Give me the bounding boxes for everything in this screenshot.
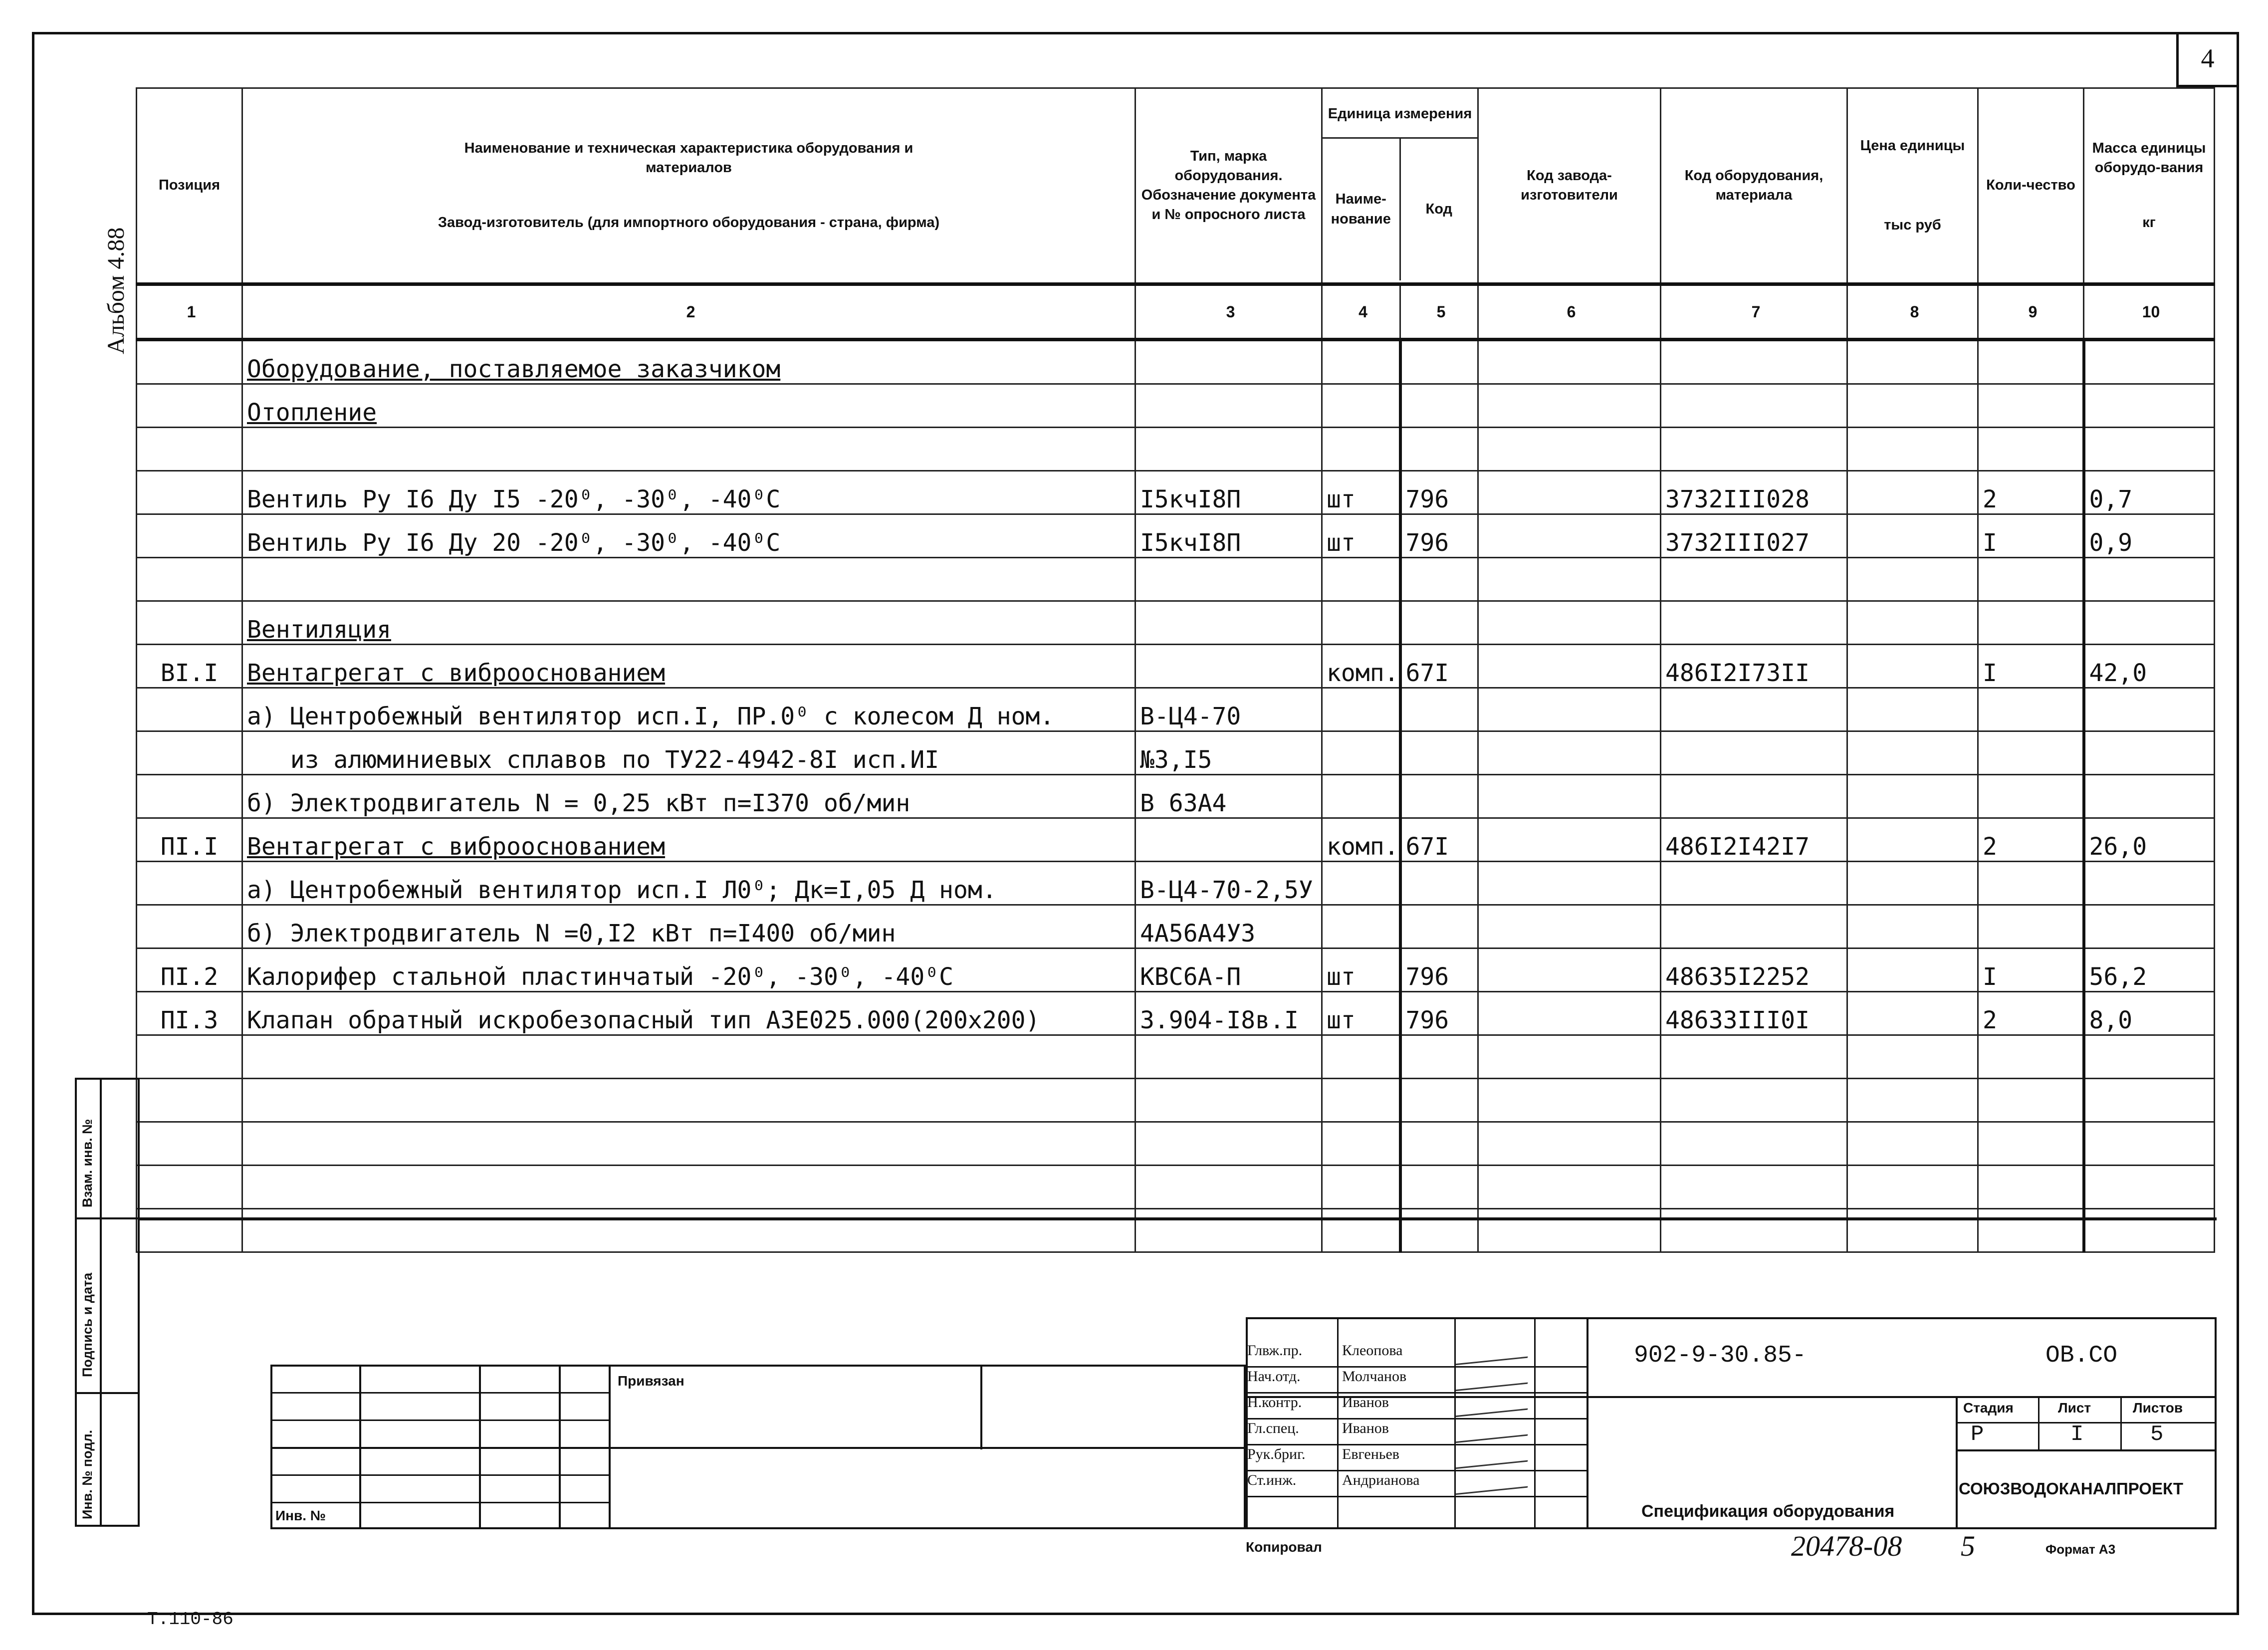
cell-name: Вентагрегат с виброоснованием xyxy=(242,645,1135,688)
cell-type xyxy=(1135,384,1322,428)
format-label: Формат А3 xyxy=(2045,1542,2116,1557)
organization-name: СОЮЗВОДОКАНАЛПРОЕКТ xyxy=(1959,1479,2184,1498)
stage-value: Р xyxy=(1971,1422,1984,1447)
cell-price xyxy=(1847,471,1978,514)
privyazan-label: Привязан xyxy=(618,1373,684,1389)
cell-mass xyxy=(2084,1079,2215,1122)
header-plant-code: Код завода-изготовители xyxy=(1478,88,1661,284)
table-row xyxy=(137,862,2215,905)
cell-pos xyxy=(137,905,242,948)
cell-pos xyxy=(137,1079,242,1122)
stage-label: Стадия xyxy=(1963,1400,2014,1415)
cell-plant xyxy=(1478,731,1661,775)
cell-name: Вентиль Ру I6 Ду 20 -20⁰, -30⁰, -40⁰С xyxy=(242,514,1135,558)
cell-mass xyxy=(2084,428,2215,471)
cell-code xyxy=(1400,1209,1478,1252)
cell-price xyxy=(1847,428,1978,471)
table-row xyxy=(137,1122,2215,1166)
cell-price xyxy=(1847,1079,1978,1122)
cell-mass: 56,2 xyxy=(2084,948,2215,992)
table-row xyxy=(137,992,2215,1035)
cell-pos: ПI.3 xyxy=(137,992,242,1035)
cell-unit xyxy=(1322,1079,1400,1122)
cell-mass xyxy=(2084,905,2215,948)
cell-code xyxy=(1400,428,1478,471)
cell-pos xyxy=(137,862,242,905)
table-row xyxy=(137,428,2215,471)
cell-mat xyxy=(1661,1035,1847,1079)
stamp-row-line xyxy=(1246,1418,1587,1419)
archive-sheet: 5 xyxy=(1961,1530,1975,1562)
cell-unit xyxy=(1322,1035,1400,1079)
cell-mat xyxy=(1661,775,1847,818)
cell-price xyxy=(1847,1035,1978,1079)
cell-code xyxy=(1400,688,1478,731)
table-row xyxy=(137,1209,2215,1252)
cell-unit xyxy=(1322,905,1400,948)
cell-price xyxy=(1847,1166,1978,1209)
header-material-code: Код оборудования, материала xyxy=(1661,88,1847,284)
cell-plant xyxy=(1478,384,1661,428)
cell-qty xyxy=(1978,340,2084,384)
sheet-label: Лист xyxy=(2058,1400,2091,1415)
cell-qty xyxy=(1978,731,2084,775)
cell-type: 3.904-I8в.I xyxy=(1135,992,1322,1035)
cell-qty: I xyxy=(1978,948,2084,992)
cell-mat: 3732III028 xyxy=(1661,471,1847,514)
cell-code xyxy=(1400,558,1478,601)
cell-plant xyxy=(1478,340,1661,384)
cell-price xyxy=(1847,1122,1978,1166)
cell-plant xyxy=(1478,645,1661,688)
cell-name: Клапан обратный искробезопасный тип АЗЕ025.000(200х200) xyxy=(242,992,1135,1035)
cell-type: В 63А4 xyxy=(1135,775,1322,818)
cell-mass: 26,0 xyxy=(2084,818,2215,862)
cell-mat xyxy=(1661,1079,1847,1122)
table-row xyxy=(137,731,2215,775)
cell-name xyxy=(242,428,1135,471)
cell-pos xyxy=(137,731,242,775)
cell-price xyxy=(1847,558,1978,601)
side-label-podp: Подпись и дата xyxy=(80,1272,95,1377)
cell-mat xyxy=(1661,1166,1847,1209)
cell-name: из алюминиевых сплавов по ТУ22-4942-8I исп.ИI xyxy=(242,731,1135,775)
cell-type: 4А56А4У3 xyxy=(1135,905,1322,948)
cell-code xyxy=(1400,601,1478,645)
cell-qty: 2 xyxy=(1978,471,2084,514)
cell-mass xyxy=(2084,862,2215,905)
cell-price xyxy=(1847,601,1978,645)
table-row xyxy=(137,688,2215,731)
table-row xyxy=(137,645,2215,688)
cell-mat xyxy=(1661,688,1847,731)
page-number: 4 xyxy=(2176,32,2237,87)
cell-code: 67I xyxy=(1400,645,1478,688)
cell-qty xyxy=(1978,862,2084,905)
cell-mass xyxy=(2084,601,2215,645)
stamp-row-line xyxy=(1246,1470,1587,1471)
cell-type xyxy=(1135,428,1322,471)
cell-mat xyxy=(1661,731,1847,775)
cell-qty xyxy=(1978,558,2084,601)
cell-mass xyxy=(2084,1209,2215,1252)
cell-pos xyxy=(137,688,242,731)
table-row xyxy=(137,558,2215,601)
sheet-value: I xyxy=(2070,1422,2084,1447)
cell-qty: 2 xyxy=(1978,818,2084,862)
inv-label: Инв. № xyxy=(275,1508,326,1523)
cell-mass xyxy=(2084,558,2215,601)
cell-plant xyxy=(1478,1166,1661,1209)
cell-pos xyxy=(137,1209,242,1252)
sheets-value: 5 xyxy=(2150,1422,2164,1447)
cell-qty xyxy=(1978,688,2084,731)
stamp-row-line xyxy=(1246,1496,1587,1497)
cell-pos xyxy=(137,1166,242,1209)
cell-name xyxy=(242,1035,1135,1079)
header-name: Наименование и техническая характеристика оборудования и материалов Завод-изготовитель (для импортного оборудования - страна, фирма) xyxy=(242,88,1135,284)
document-suffix: ОВ.СО xyxy=(2045,1342,2118,1369)
cell-mass xyxy=(2084,1166,2215,1209)
cell-name xyxy=(242,1079,1135,1122)
cell-mat xyxy=(1661,558,1847,601)
cell-qty xyxy=(1978,601,2084,645)
stamp-role: Н.контр. xyxy=(1247,1394,1302,1411)
cell-name xyxy=(242,558,1135,601)
cell-pos: ПI.2 xyxy=(137,948,242,992)
header-row xyxy=(137,88,2215,284)
cell-plant xyxy=(1478,558,1661,601)
cell-pos xyxy=(137,471,242,514)
cell-name: Вентагрегат с виброоснованием xyxy=(242,818,1135,862)
cell-mat: 486I2I73II xyxy=(1661,645,1847,688)
cell-code xyxy=(1400,775,1478,818)
table-row xyxy=(137,471,2215,514)
cell-code: 796 xyxy=(1400,948,1478,992)
cell-price xyxy=(1847,384,1978,428)
cell-unit xyxy=(1322,384,1400,428)
cell-mass xyxy=(2084,688,2215,731)
table-row xyxy=(137,1035,2215,1079)
document-title: Спецификация оборудования xyxy=(1641,1502,1895,1521)
cell-code: 67I xyxy=(1400,818,1478,862)
stamp-role: Глвж.пр. xyxy=(1247,1342,1303,1359)
cell-type: В-Ц4-70 xyxy=(1135,688,1322,731)
column-number-row: 1 2 3 4 5 6 7 8 9 10 xyxy=(137,284,2215,340)
cell-mat xyxy=(1661,340,1847,384)
cell-code xyxy=(1400,862,1478,905)
cell-name: Калорифер стальной пластинчатый -20⁰, -30⁰, -40⁰С xyxy=(242,948,1135,992)
cell-plant xyxy=(1478,1122,1661,1166)
cell-mass xyxy=(2084,775,2215,818)
table-row xyxy=(137,340,2215,384)
cell-unit xyxy=(1322,1166,1400,1209)
cell-qty xyxy=(1978,1209,2084,1252)
cell-mass: 0,7 xyxy=(2084,471,2215,514)
cell-type: I5кчI8П xyxy=(1135,514,1322,558)
cell-unit: шт xyxy=(1322,948,1400,992)
form-number: Т.110-86 xyxy=(147,1609,233,1630)
cell-mat xyxy=(1661,1122,1847,1166)
cell-pos: ПI.I xyxy=(137,818,242,862)
cell-qty xyxy=(1978,775,2084,818)
cell-plant xyxy=(1478,775,1661,818)
cell-mass: 42,0 xyxy=(2084,645,2215,688)
cell-plant xyxy=(1478,1209,1661,1252)
table-row xyxy=(137,1166,2215,1209)
cell-price xyxy=(1847,775,1978,818)
cell-plant xyxy=(1478,905,1661,948)
cell-mat: 48633III0I xyxy=(1661,992,1847,1035)
cell-qty xyxy=(1978,1079,2084,1122)
cell-code xyxy=(1400,384,1478,428)
cell-pos: BI.I xyxy=(137,645,242,688)
cell-name: Отопление xyxy=(242,384,1135,428)
cell-type xyxy=(1135,1079,1322,1122)
stamp-person: Иванов xyxy=(1342,1420,1389,1436)
cell-name: а) Центробежный вентилятор исп.I Л0⁰; Дк=I,05 Д ном. xyxy=(242,862,1135,905)
cell-mass: 0,9 xyxy=(2084,514,2215,558)
stamp-person: Андрианова xyxy=(1342,1472,1420,1488)
cell-unit xyxy=(1322,731,1400,775)
cell-plant xyxy=(1478,948,1661,992)
cell-plant xyxy=(1478,862,1661,905)
cell-mat: 486I2I42I7 xyxy=(1661,818,1847,862)
cell-type xyxy=(1135,1035,1322,1079)
table-row xyxy=(137,905,2215,948)
cell-name xyxy=(242,1209,1135,1252)
cell-unit xyxy=(1322,428,1400,471)
cell-unit xyxy=(1322,688,1400,731)
header-type: Тип, марка оборудования. Обозначение документа и № опросного листа xyxy=(1135,88,1322,284)
cell-qty: I xyxy=(1978,645,2084,688)
header-mass: Масса единицы оборудо-вания кг xyxy=(2084,88,2215,284)
cell-plant xyxy=(1478,601,1661,645)
cell-type xyxy=(1135,340,1322,384)
stamp-person: Молчанов xyxy=(1342,1368,1407,1385)
cell-unit: комп. xyxy=(1322,645,1400,688)
sheets-label: Листов xyxy=(2133,1400,2183,1415)
cell-plant xyxy=(1478,1079,1661,1122)
header-unit: Единица измерения Наиме-нование Код xyxy=(1322,88,1478,284)
cell-code xyxy=(1400,340,1478,384)
cell-type: В-Ц4-70-2,5У xyxy=(1135,862,1322,905)
cell-mat xyxy=(1661,905,1847,948)
cell-type: КВС6А-П xyxy=(1135,948,1322,992)
cell-pos xyxy=(137,428,242,471)
cell-unit xyxy=(1322,340,1400,384)
cell-name xyxy=(242,1166,1135,1209)
cell-mat xyxy=(1661,384,1847,428)
header-position: Позиция xyxy=(137,88,242,284)
cell-pos xyxy=(137,340,242,384)
cell-price xyxy=(1847,905,1978,948)
cell-unit: комп. xyxy=(1322,818,1400,862)
cell-qty xyxy=(1978,1035,2084,1079)
cell-unit: шт xyxy=(1322,992,1400,1035)
table-row xyxy=(137,775,2215,818)
cell-code xyxy=(1400,731,1478,775)
cell-mat: 48635I2252 xyxy=(1661,948,1847,992)
cell-name: Оборудование, поставляемое заказчиком xyxy=(242,340,1135,384)
album-label: Альбом 4.88 xyxy=(103,227,129,354)
header-quantity: Коли-чество xyxy=(1978,88,2084,284)
cell-code: 796 xyxy=(1400,514,1478,558)
cell-pos xyxy=(137,1122,242,1166)
stamp-role: Гл.спец. xyxy=(1247,1420,1299,1436)
cell-name: а) Центробежный вентилятор исп.I, ПР.0⁰ с колесом Д ном. xyxy=(242,688,1135,731)
stamp-row-line xyxy=(1246,1444,1587,1445)
cell-unit xyxy=(1322,1209,1400,1252)
cell-plant xyxy=(1478,428,1661,471)
table-row xyxy=(137,514,2215,558)
table-row xyxy=(137,948,2215,992)
cell-price xyxy=(1847,1209,1978,1252)
cell-price xyxy=(1847,731,1978,775)
cell-price xyxy=(1847,992,1978,1035)
cell-plant xyxy=(1478,1035,1661,1079)
cell-unit xyxy=(1322,775,1400,818)
document-code: 902-9-30.85- xyxy=(1634,1342,1807,1369)
table-row xyxy=(137,384,2215,428)
stamp-row-line xyxy=(1246,1392,1587,1394)
cell-unit: шт xyxy=(1322,514,1400,558)
stamp-person: Клеопова xyxy=(1342,1342,1403,1359)
cell-price xyxy=(1847,862,1978,905)
cell-type xyxy=(1135,1166,1322,1209)
cell-type xyxy=(1135,601,1322,645)
side-label-inv: Инв. № подл. xyxy=(80,1429,95,1519)
cell-mat xyxy=(1661,1209,1847,1252)
cell-plant xyxy=(1478,688,1661,731)
stamp-row-line xyxy=(1246,1366,1587,1368)
cell-price xyxy=(1847,688,1978,731)
cell-price xyxy=(1847,818,1978,862)
cell-plant xyxy=(1478,992,1661,1035)
cell-name: б) Электродвигатель N = 0,25 кВт п=I370 об/мин xyxy=(242,775,1135,818)
kopiroval-label: Копировал xyxy=(1246,1539,1322,1555)
cell-qty xyxy=(1978,384,2084,428)
cell-price xyxy=(1847,645,1978,688)
cell-code xyxy=(1400,1035,1478,1079)
stamp-person: Евгеньев xyxy=(1342,1446,1399,1462)
table-row xyxy=(137,818,2215,862)
stamp-role: Нач.отд. xyxy=(1247,1368,1301,1385)
cell-code xyxy=(1400,1166,1478,1209)
cell-mass xyxy=(2084,731,2215,775)
cell-mass xyxy=(2084,1035,2215,1079)
cell-plant xyxy=(1478,471,1661,514)
cell-pos xyxy=(137,514,242,558)
cell-price xyxy=(1847,340,1978,384)
cell-name: Вентиляция xyxy=(242,601,1135,645)
stamp-role: Рук.бриг. xyxy=(1247,1446,1306,1462)
cell-type xyxy=(1135,1122,1322,1166)
cell-type xyxy=(1135,645,1322,688)
table-row xyxy=(137,601,2215,645)
cell-unit xyxy=(1322,601,1400,645)
cell-code: 796 xyxy=(1400,992,1478,1035)
cell-type xyxy=(1135,1209,1322,1252)
cell-name: Вентиль Ру I6 Ду I5 -20⁰, -30⁰, -40⁰С xyxy=(242,471,1135,514)
cell-mat xyxy=(1661,862,1847,905)
cell-unit xyxy=(1322,558,1400,601)
cell-name: б) Электродвигатель N =0,I2 кВт п=I400 об/мин xyxy=(242,905,1135,948)
cell-qty: 2 xyxy=(1978,992,2084,1035)
cell-price xyxy=(1847,948,1978,992)
cell-mass xyxy=(2084,384,2215,428)
cell-type: №3,I5 xyxy=(1135,731,1322,775)
cell-type xyxy=(1135,818,1322,862)
cell-mass: 8,0 xyxy=(2084,992,2215,1035)
cell-mass xyxy=(2084,1122,2215,1166)
cell-pos xyxy=(137,1035,242,1079)
table-row xyxy=(137,1079,2215,1122)
cell-mat xyxy=(1661,428,1847,471)
cell-qty: I xyxy=(1978,514,2084,558)
cell-unit xyxy=(1322,1122,1400,1166)
cell-unit: шт xyxy=(1322,471,1400,514)
cell-type xyxy=(1135,558,1322,601)
cell-qty xyxy=(1978,1122,2084,1166)
cell-qty xyxy=(1978,428,2084,471)
cell-code xyxy=(1400,1122,1478,1166)
cell-code: 796 xyxy=(1400,471,1478,514)
cell-price xyxy=(1847,514,1978,558)
cell-type: I5кчI8П xyxy=(1135,471,1322,514)
cell-plant xyxy=(1478,818,1661,862)
cell-mat: 3732III027 xyxy=(1661,514,1847,558)
archive-number: 20478-08 xyxy=(1791,1530,1902,1562)
cell-pos xyxy=(137,775,242,818)
specification-table xyxy=(136,87,2215,1253)
cell-code xyxy=(1400,905,1478,948)
cell-pos xyxy=(137,384,242,428)
cell-unit xyxy=(1322,862,1400,905)
cell-qty xyxy=(1978,905,2084,948)
stamp-role: Ст.инж. xyxy=(1247,1472,1297,1488)
header-price: Цена единицы тыс руб xyxy=(1847,88,1978,284)
cell-plant xyxy=(1478,514,1661,558)
cell-mat xyxy=(1661,601,1847,645)
cell-pos xyxy=(137,601,242,645)
stamp-person: Иванов xyxy=(1342,1394,1389,1411)
cell-code xyxy=(1400,1079,1478,1122)
cell-name xyxy=(242,1122,1135,1166)
cell-pos xyxy=(137,558,242,601)
side-label-vzam: Взам. инв. № xyxy=(80,1119,95,1207)
cell-mass xyxy=(2084,340,2215,384)
cell-qty xyxy=(1978,1166,2084,1209)
